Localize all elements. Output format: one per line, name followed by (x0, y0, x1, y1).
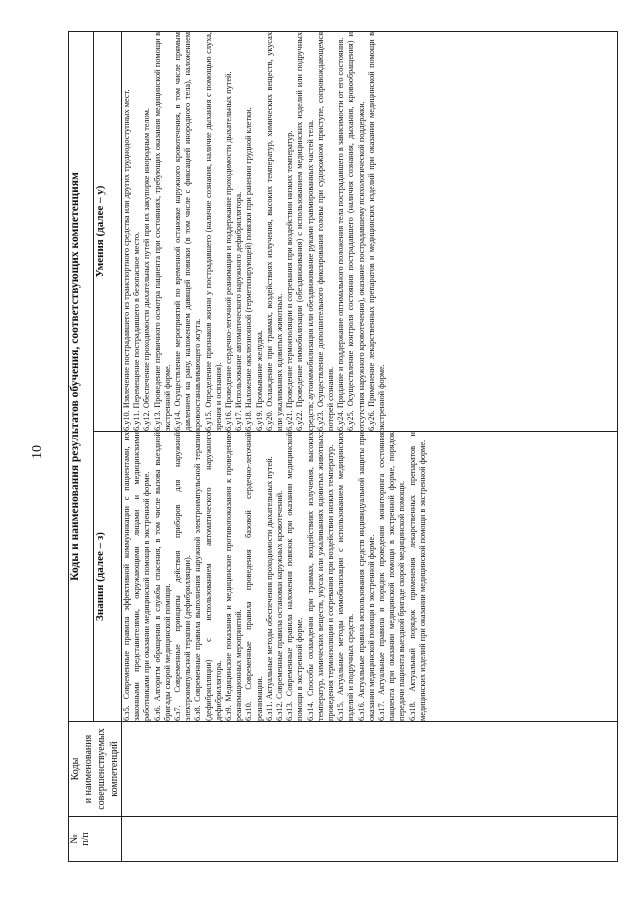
knowledge-item: 6.з8. Современные правила выполнения наружной электроимпульсной терапии (дефибрилляции) с использованием автоматического наружного дефибриллятора. (193, 432, 223, 721)
skill-item: 6.у19. Промывание желудка. (254, 330, 264, 431)
header-knowledge: Знания (далее – з) (94, 432, 122, 722)
knowledge-item: 6.з6. Алгоритм обращения в службы спасения, в том числе вызова выездной бригады скорой медицинской помощи. (152, 432, 172, 721)
header-codes: Коды и наименования совершенствуемых компетенций (69, 722, 122, 817)
knowledge-item: 6.з5. Современные правила эффективной коммуникации с пациентами, их законными представителями, окружающими лицами и медицинскими работниками при оказании медицинской помощи в экстренной форме. (122, 432, 152, 721)
header-number: № п/п (69, 817, 122, 862)
knowledge-item: 6.з17. Актуальные правила и порядок проведения мониторинга состояния пациента при оказании медицинской помощи в экстренной форме, порядок передачи пациента выездной бригаде скорой медицинской помощи. (377, 432, 407, 721)
skill-item: 6.у14. Осуществление мероприятий по временной остановке наружного кровотечения, в том числе прямым давлением на рану, наложением давящей повязки (в том числе с фиксацией инородного тела), наложением кровоостанавливающего жгута. (173, 31, 203, 431)
header-skills: Умения (далее – у) (94, 31, 122, 431)
header-results-group: Коды и наименования результатов обучения, соответствующих компетенциям (69, 31, 94, 721)
cell-number-empty (122, 817, 618, 862)
knowledge-item: 6.з16. Актуальные правила использования средств индивидуальной защиты при оказании медицинской помощи в экстренной форме. (356, 432, 376, 721)
skill-item: 6.у13. Проведение первичного осмотра пациента при состояниях, требующих оказания медицинской помощи в экстренной форме. (152, 31, 172, 431)
knowledge-item: 6.з12. Современные правила остановки наружных кровотечений. (275, 490, 285, 721)
skill-item: 6.у10. Извлечение пострадавшего из транспортного средства или других труднодоступных мест. (122, 89, 131, 431)
rotated-page-content (12, 12, 628, 892)
skill-item: 6.у12. Обеспечение проходимости дыхательных путей при их закупорке инородным телом. (142, 108, 152, 431)
table-row (122, 31, 618, 861)
table-header-row (69, 31, 94, 861)
knowledge-item: 6.з15. Актуальные методы иммобилизации с использованием медицинских изделий и подручных средств. (336, 432, 356, 721)
knowledge-item: 6.з10. Современные правила проведения базовой сердечно-легочной реанимации. (244, 432, 264, 721)
knowledge-item: 6.з9. Медицинские показания и медицинские противопоказания к проведению реанимационных мероприятий. (224, 432, 244, 721)
skill-item: 6.у26. Применение лекарственных препаратов и медицинских изделий при оказании медицинской помощи в экстренной форме. (366, 31, 387, 431)
page-number: 10 (30, 445, 45, 459)
skill-item: 6.у16. Проведение сердечно-легочной реанимации и поддержание проходимости дыхательных путей. (224, 71, 234, 431)
skill-item: 6.у17. Использование автоматического наружного дефибриллятора. (234, 191, 244, 431)
knowledge-item: 6.з18. Актуальный порядок применения лекарственных препаратов и медицинских изделий при оказании медицинской помощи в экстренной форме. (407, 432, 427, 721)
cell-codes-empty (122, 722, 618, 817)
knowledge-item: 6.з13. Современные правила наложения повязок при оказании медицинской помощи в экстренной форме. (285, 432, 305, 721)
knowledge-item: 6.з14. Способы охлаждения при травмах, воздействиях излучения, высоких температур, химических веществ, укусах или ужаливаниях ядовитых животных; проведения термоизоляции и согревания при воздействии низких температур. (305, 432, 336, 721)
knowledge-item: 6.з11. Актуальные методы обеспечения проходимости дыхательных путей. (264, 456, 274, 721)
knowledge-item: 6.з7. Современные принципы действия приборов для наружной электроимпульсной терапии (дефибрилляции). (173, 432, 193, 721)
cell-knowledge (122, 432, 618, 722)
skill-item: 6.у25. Осуществление контроля состояния пострадавшего (наличия сознания, дыхания, кровообращения) и отсутствия наружного кровотечения), оказание пострадавшему психологической поддержки. (346, 31, 366, 431)
skill-item: 6.у20. Охлаждение при травмах, воздействиях излучения, высоких температур, химических веществ, укусах или ужаливаниях ядовитых животных. (264, 31, 285, 431)
skill-item: 6.у23. Осуществление дополнительного фиксирования головы при судорожном приступе, сопровождающемся потерей сознания. (315, 31, 336, 431)
skill-item: 6.у22. Проведение иммобилизации (обездвиживания) с использованием медицинских изделий или подручных средств; аутоиммобилизация или обездвиживание руками травмированных частей тела. (295, 31, 315, 431)
skill-item: 6.у24. Придание и поддержание оптимального положения тела пострадавшего в зависимости от его состояния. (336, 37, 346, 431)
competencies-table (68, 31, 618, 862)
skill-item: 6.у18. Наложение окклюзионной (герметизирующей) повязки при ранении грудной клетки. (244, 107, 254, 431)
cell-skills (122, 31, 618, 431)
skill-item: 6.у11. Перемещение пострадавшего в безопасное место. (132, 231, 142, 431)
skill-item: 6.у15. Определение признаков жизни у пострадавшего (наличие сознания, наличие дыхания с помощью слуха, зрения и осязания). (203, 31, 223, 431)
skill-item: 6.у21. Проведение термоизоляции и согревания при воздействии низких температур. (285, 130, 295, 431)
